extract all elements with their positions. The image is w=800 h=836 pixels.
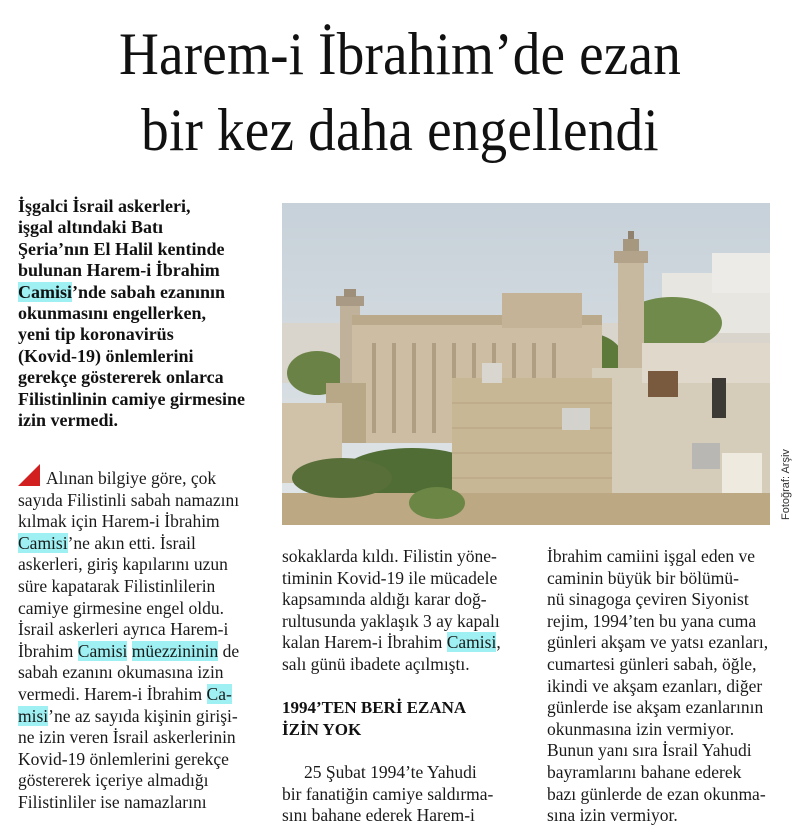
body-line: cumartesi günleri sabah, öğle, (547, 653, 757, 674)
body-line: sını bahane ederek Harem-i (282, 805, 475, 826)
body-line (18, 706, 274, 728)
spacer (282, 676, 534, 698)
body-line (282, 632, 534, 654)
headline-line-2: bir kez daha engellendi (141, 97, 659, 163)
highlighted-word: Camisi (18, 281, 72, 302)
lead-line: yeni tip koronavirüs (18, 324, 174, 345)
body-line-text: kalan Harem-i İbrahim (282, 632, 447, 653)
body-line (18, 464, 274, 490)
headline-line-1: Harem-i İbrahim’de ezan (118, 21, 682, 87)
highlighted-word: misi (18, 705, 49, 726)
body-line: rejim, 1994’ten bu yana cuma (547, 610, 757, 631)
body-line: göstererek içeriye almadığı (18, 770, 209, 791)
body-line: rultusunda yaklaşık 3 ay kapalı (282, 610, 500, 631)
body-line: sabah ezanını okumasına izin (18, 662, 224, 683)
lead-line: (Kovid-19) önlemlerini (18, 345, 194, 366)
body-line-text: ’ne akın etti. İsrail (67, 532, 196, 553)
body-line: sayıda Filistinli sabah namazını (18, 489, 240, 510)
body-line-text: , (496, 632, 501, 653)
body-line (18, 533, 274, 555)
body-line: İsrail askerleri ayrıca Harem-i (18, 619, 229, 640)
body-line: camiye girmesine engel oldu. (18, 597, 225, 618)
lead-line: Şeria’nın El Halil kentinde (18, 238, 225, 259)
photo-credit: Fotoğraf: Arşiv (780, 449, 792, 520)
body-line-text: vermedi. Harem-i İbrahim (18, 683, 207, 704)
body-line-text: ’ne az sayıda kişinin girişi- (48, 705, 238, 726)
body-line: ikindi ve akşam ezanları, diğer (547, 675, 763, 696)
body-line: okunmasına izin vermiyor. (547, 718, 735, 739)
lead-line-text: ’nde sabah ezanının (72, 281, 226, 302)
subheading: 1994’TEN BERİ EZANA (282, 698, 467, 718)
body-line: İbrahim camiini işgal eden ve (547, 546, 755, 566)
lead-paragraph (18, 196, 274, 431)
lead-line: gerekçe göstererek onlarca (18, 367, 224, 388)
hebron-mosque-photo (282, 203, 770, 525)
body-line: bazı günlerde de ezan okunma- (547, 783, 766, 804)
highlighted-word: müezzininin (131, 640, 219, 661)
body-line: bayramlarını bahane ederek (547, 761, 742, 782)
body-line-text: de (218, 640, 240, 661)
lead-line: işgal altındaki Batı (18, 217, 164, 238)
body-line: kapsamında aldığı karar doğ- (282, 589, 487, 610)
body-line: Kovid-19 önlemlerini gerekçe (18, 748, 229, 769)
body-line (18, 641, 274, 663)
lead-line: İşgalci İsrail askerleri, (18, 196, 191, 216)
highlighted-word: Camisi (77, 640, 128, 661)
body-line: kılmak için Harem-i İbrahim (18, 511, 220, 532)
body-line: timinin Kovid-19 ile mücadele (282, 567, 498, 588)
body-line: nü sinagoga çeviren Siyonist (547, 589, 749, 610)
lead-line: okunmasını engellerken, (18, 303, 207, 324)
article-column-3 (547, 546, 787, 827)
red-triangle-icon (18, 464, 40, 486)
highlighted-word: Camisi (446, 632, 497, 653)
body-line: ne izin veren İsrail askerlerinin (18, 727, 236, 748)
body-line: süre kapatarak Filistinlilerin (18, 575, 216, 596)
highlighted-word: Camisi (18, 532, 68, 553)
body-line: Filistinliler ise namazlarını (18, 791, 207, 812)
lead-line: bulunan Harem-i İbrahim (18, 260, 220, 281)
body-line: bir fanatiğin camiye saldırma- (282, 783, 494, 804)
body-line: sokaklarda kıldı. Filistin yöne- (282, 546, 497, 566)
body-line-text: İbrahim (18, 640, 78, 661)
lead-line: Filistinlinin camiye girmesine (18, 388, 245, 409)
body-line: günlerde ise akşam ezanlarının (547, 697, 764, 718)
body-line: sına izin vermiyor. (547, 805, 678, 826)
article-column-1 (18, 464, 274, 814)
body-line: günleri akşam ve yatsı ezanları, (547, 632, 769, 653)
lead-line (18, 282, 225, 302)
body-line-text: Alınan bilgiye göre, çok (46, 468, 217, 488)
body-line: salı günü ibadete açılmıştı. (282, 653, 470, 674)
body-line: 25 Şubat 1994’te Yahudi (304, 761, 477, 782)
highlighted-word: Ca- (206, 683, 232, 704)
body-line: caminin büyük bir bölümü- (547, 567, 739, 588)
spacer (282, 740, 534, 762)
lead-line: izin vermedi. (18, 410, 118, 431)
article-column-2 (282, 546, 534, 827)
body-line (18, 684, 274, 706)
body-line: askerleri, giriş kapılarını uzun (18, 554, 228, 575)
subheading: İZİN YOK (282, 719, 362, 739)
body-line: Bunun yanı sıra İsrail Yahudi (547, 740, 752, 761)
